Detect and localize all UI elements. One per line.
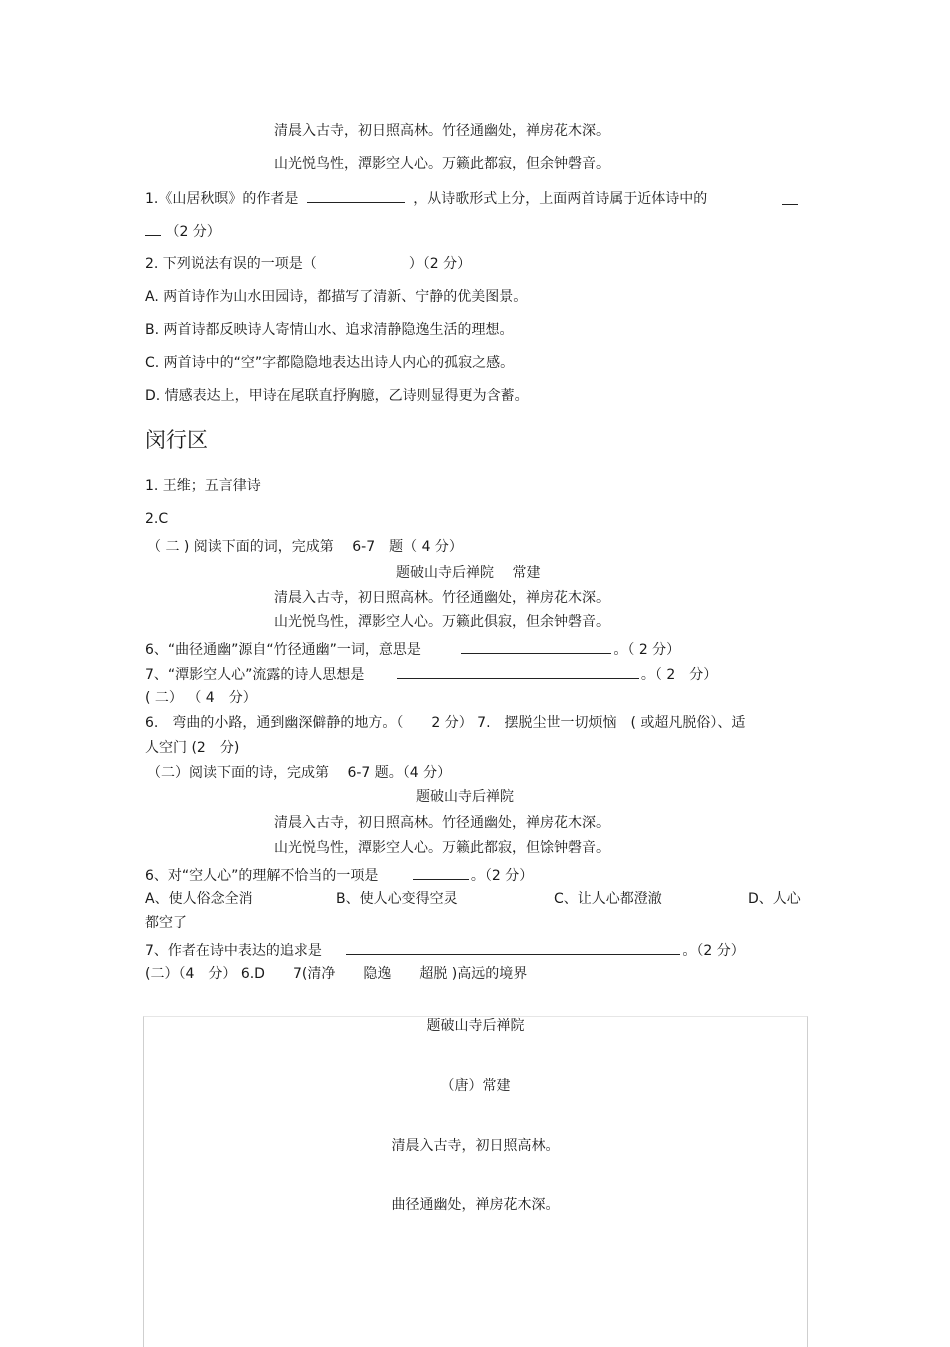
question-6-text: 6、“曲径通幽”源自“竹径通幽”一词，意思是 — [145, 642, 421, 658]
question-1-text: 1.《山居秋暝》的作者是 — [145, 191, 299, 207]
question-1-score: （2 分） — [165, 224, 221, 240]
part3-poem-title: 题破山寺后禅院 — [416, 789, 514, 805]
part2-intro: （ 二 ) 阅读下面的词，完成第 6-7 题（ 4 分） — [147, 539, 463, 555]
part3-option-c: C、让人心都澄澈 — [554, 891, 662, 907]
question-1-cont — [145, 221, 221, 241]
part3-poem-line-1: 清晨入古寺，初日照高林。竹径通幽处，禅房花木深。 — [274, 815, 610, 831]
poem-line-1: 清晨入古寺，初日照高林。竹径通幽处，禅房花木深。 — [274, 123, 610, 139]
option-c: C. 两首诗中的“空”字都隐隐地表达出诗人内心的孤寂之感。 — [145, 355, 515, 371]
answer-blank — [346, 940, 680, 955]
part2-poem-line-1: 清晨入古寺，初日照高林。竹径通幽处，禅房花木深。 — [274, 590, 610, 606]
answer-2: 2.C — [145, 511, 169, 527]
question-2-text: 2. 下列说法有误的一项是（ — [145, 256, 317, 272]
section-title: 闵行区 — [145, 428, 208, 452]
part3-question-6 — [145, 865, 533, 885]
box-poem-author: （唐）常建 — [440, 1078, 511, 1094]
part3-option-d: D、人心 — [748, 891, 801, 907]
box-poem-line-2: 曲径通幽处，禅房花木深。 — [391, 1197, 560, 1213]
answer-blank — [307, 188, 405, 203]
part3-poem-line-2: 山光悦鸟性，潭影空人心。万籁此都寂，但馀钟磬音。 — [274, 840, 610, 856]
question-6-score: 。（ 2 分） — [613, 642, 681, 658]
option-d: D. 情感表达上，甲诗在尾联直抒胸臆，乙诗则显得更为含蓄。 — [145, 388, 529, 404]
poem-box — [143, 1016, 808, 1347]
part3-option-b: B、使人心变得空灵 — [336, 891, 458, 907]
part2-question-7 — [145, 664, 717, 684]
question-2-score: ）（2 分） — [408, 256, 472, 272]
box-poem-line-1: 清晨入古寺，初日照高林。 — [391, 1138, 560, 1154]
question-7-text: 7、“潭影空人心”流露的诗人思想是 — [145, 667, 365, 683]
question-7-text: 7、作者在诗中表达的追求是 — [145, 943, 322, 959]
part3-option-d-cont: 都空了 — [145, 915, 187, 931]
part2-answer-line-1: 6. 弯曲的小路，通到幽深僻静的地方。（ 2 分） 7. 摆脱尘世一切烦恼 ( 或超凡脱俗）、适 — [145, 715, 746, 731]
question-7-score: 。（ 2 分） — [640, 667, 718, 683]
option-b: B. 两首诗都反映诗人寄情山水、追求清静隐逸生活的理想。 — [145, 322, 514, 338]
question-6-text: 6、对“空人心”的理解不恰当的一项是 — [145, 868, 379, 884]
answer-blank — [782, 190, 798, 205]
question-6-score: 。（2 分） — [470, 868, 534, 884]
poem-line-2: 山光悦鸟性，潭影空人心。万籁此都寂，但余钟磬音。 — [274, 156, 610, 172]
part2-answer-head: ( 二） （ 4 分） — [145, 690, 257, 706]
box-poem-title: 题破山寺后禅院 — [426, 1018, 525, 1034]
answer-blank — [145, 221, 161, 236]
answer-blank — [413, 865, 469, 880]
part2-poem-title: 题破山寺后禅院 常建 — [396, 565, 541, 581]
part3-intro: （二）阅读下面的诗，完成第 6-7 题。（4 分） — [147, 765, 452, 781]
part3-answer: (二）（4 分） 6.D 7(清净 隐逸 超脱 )高远的境界 — [145, 966, 528, 982]
part2-answer-line-2: 人空门 (2 分) — [145, 740, 240, 756]
question-2 — [145, 255, 471, 273]
answer-blank — [397, 664, 639, 679]
answer-blank — [461, 639, 611, 654]
answer-1: 1. 王维；五言律诗 — [145, 478, 261, 494]
part2-question-6 — [145, 639, 680, 659]
question-1-text-b: ，从诗歌形式上分，上面两首诗属于近体诗中的 — [413, 191, 708, 207]
option-a: A. 两首诗作为山水田园诗，都描写了清新、宁静的优美图景。 — [145, 289, 528, 305]
part3-question-7 — [145, 940, 745, 960]
part3-option-a: A、使人俗念全消 — [145, 891, 253, 907]
question-1 — [145, 188, 707, 208]
part2-poem-line-2: 山光悦鸟性，潭影空人心。万籁此俱寂，但余钟磬音。 — [274, 614, 610, 630]
question-7-score: 。（2 分） — [682, 943, 745, 959]
